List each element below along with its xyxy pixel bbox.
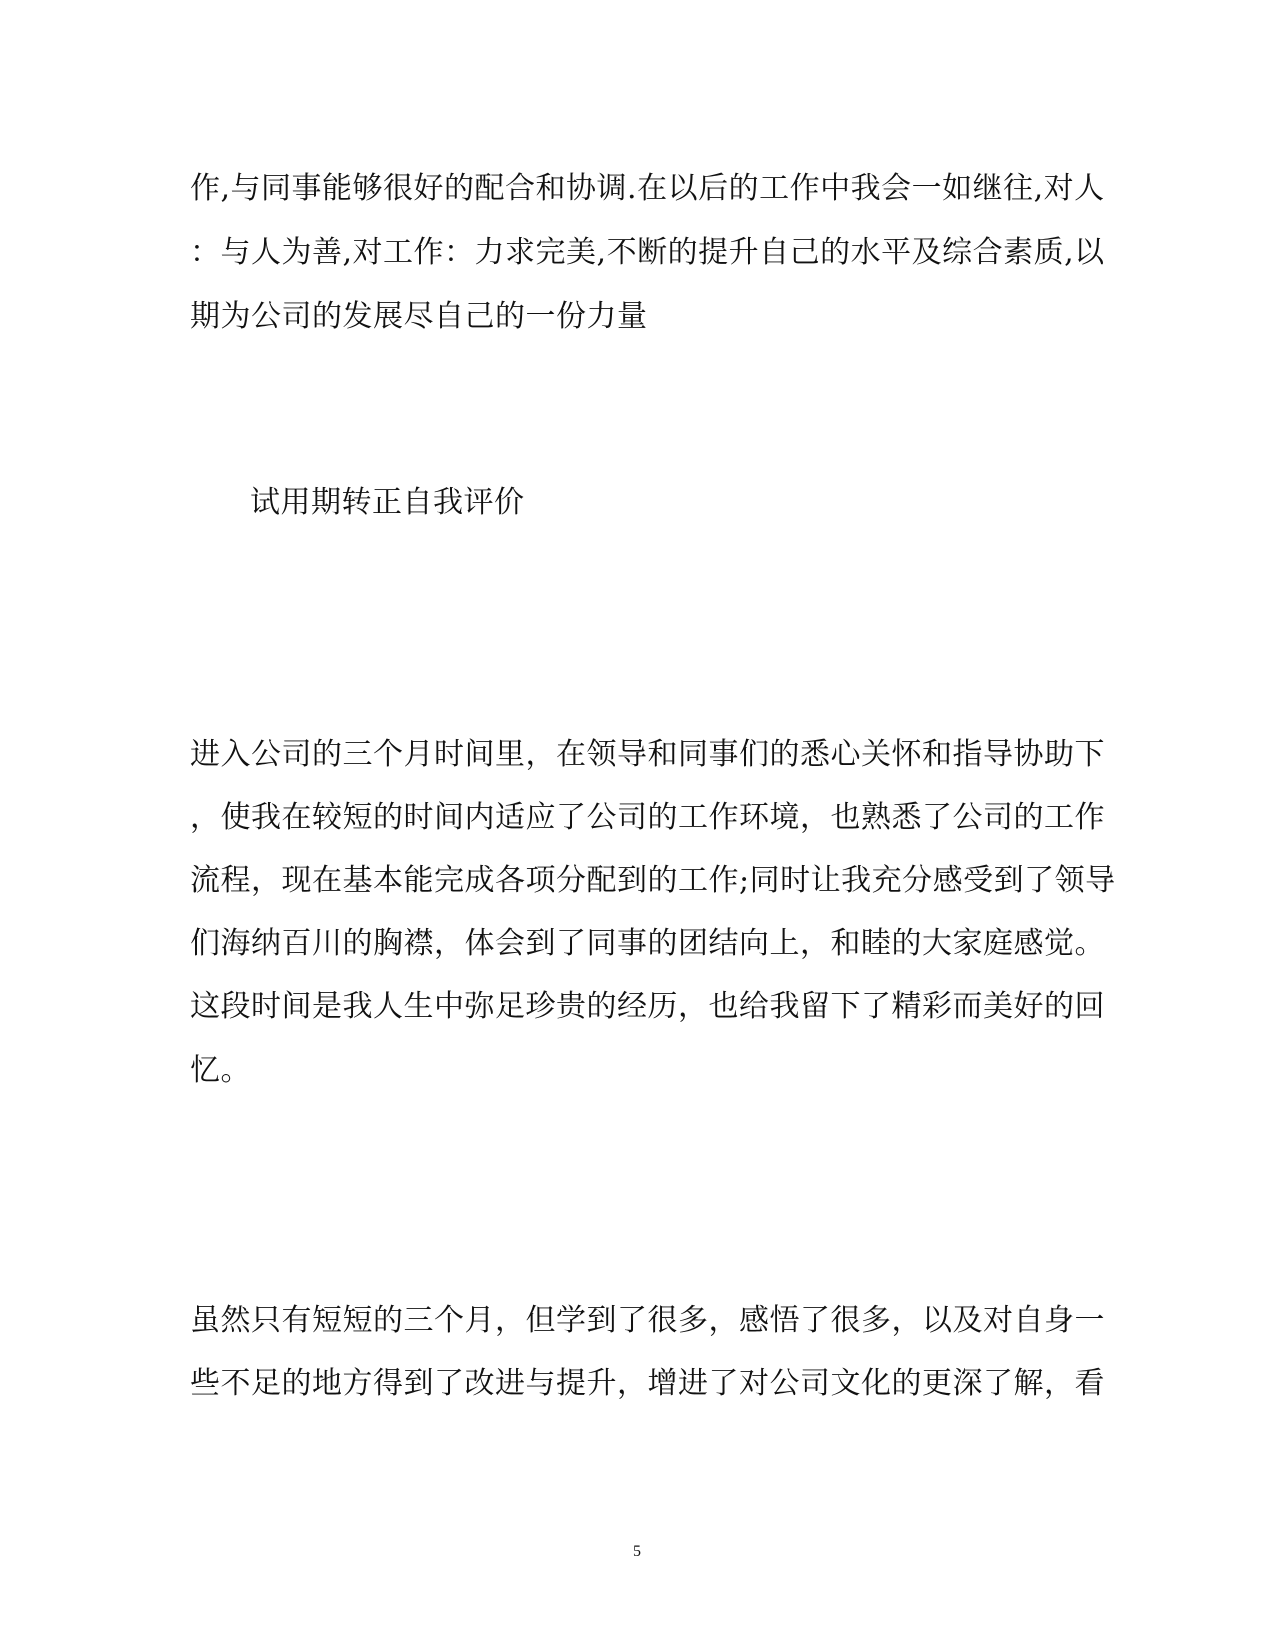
paragraph-1-line-3: 期为公司的发展尽自己的一份力量 <box>190 299 648 334</box>
paragraph-2-line-1: 进入公司的三个月时间里，在领导和同事们的悉心关怀和指导协助下 <box>190 737 1105 772</box>
paragraph-2-line-3: 流程，现在基本能完成各项分配到的工作;同时让我充分感受到了领导 <box>190 863 1116 898</box>
paragraph-2-line-6: 忆。 <box>190 1053 251 1088</box>
paragraph-1-line-2: ：与人为善,对工作：力求完美,不断的提升自己的水平及综合素质,以 <box>190 235 1105 270</box>
paragraph-2-line-5: 这段时间是我人生中弥足珍贵的经历，也给我留下了精彩而美好的回 <box>190 989 1105 1024</box>
paragraph-2-line-2: ，使我在较短的时间内适应了公司的工作环境，也熟悉了公司的工作 <box>190 800 1105 835</box>
paragraph-1-line-1: 作,与同事能够很好的配合和协调.在以后的工作中我会一如继往,对人 <box>190 171 1105 206</box>
paragraph-3-line-1: 虽然只有短短的三个月，但学到了很多，感悟了很多，以及对自身一 <box>190 1303 1105 1338</box>
paragraph-2-line-4: 们海纳百川的胸襟，体会到了同事的团结向上，和睦的大家庭感觉。 <box>190 926 1105 961</box>
page-number: 5 <box>633 1543 641 1560</box>
section-heading: 试用期转正自我评价 <box>250 485 525 520</box>
paragraph-3-line-2: 些不足的地方得到了改进与提升，增进了对公司文化的更深了解，看 <box>190 1366 1105 1401</box>
